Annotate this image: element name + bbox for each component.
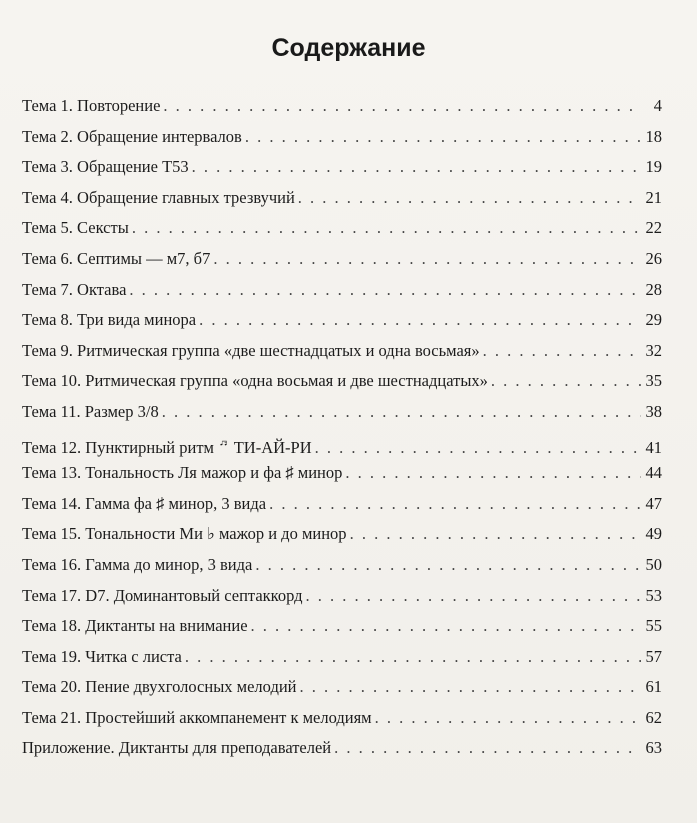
toc-entry-page-number: 47 [645,493,662,513]
toc-entry [22,494,662,525]
toc-entry-page-number: 29 [645,310,662,330]
toc-entry-page-number: 49 [645,524,662,544]
toc-entry [22,371,662,402]
dot-leader [185,647,641,667]
dot-leader [298,188,641,208]
dot-leader [199,310,641,330]
toc-entry [22,463,662,494]
toc-entry-label: Тема 21. Простейший аккомпанемент к мелодиям [22,707,372,727]
dot-leader [255,555,641,575]
toc-entry [22,586,662,617]
toc-entry-page-number: 32 [645,340,662,360]
toc-entry-label: Тема 3. Обращение Т53 [22,157,189,177]
toc-entry-label-suffix: ТИ-АЙ-РИ [233,437,312,457]
toc-entry-label: Тема 11. Размер 3/8 [22,401,159,421]
toc-entry [22,157,662,188]
dot-leader [315,438,641,458]
dot-leader [132,218,641,238]
dot-leader [375,708,641,728]
dot-leader [306,586,641,606]
toc-entry-page-number: 22 [645,218,662,238]
toc-entry [22,127,662,158]
toc-entry [22,310,662,341]
toc-entry-label: Тема 12. Пунктирный ритм [22,437,214,457]
toc-entry-page-number: 62 [645,707,662,727]
toc-entry [22,433,662,464]
toc-entry-label: Тема 15. Тональности Ми ♭ мажор и до минор [22,524,347,544]
toc-entry [22,647,662,678]
toc-entry-page-number: 21 [645,187,662,207]
toc-entry-label: Тема 19. Читка с листа [22,646,182,666]
dot-leader [251,616,641,636]
toc-entry [22,738,662,769]
toc-entry-label: Тема 10. Ритмическая группа «одна восьмая и две шестнадцатых» [22,371,488,391]
dot-leader [334,738,641,758]
dotted-rhythm-note-icon [220,433,228,453]
toc-entry-page-number: 26 [645,248,662,268]
toc-entry-page-number: 53 [645,585,662,605]
toc-entry-label: Тема 18. Диктанты на внимание [22,616,248,636]
toc-entry-page-number: 44 [645,463,662,483]
toc-entry-page-number: 61 [645,677,662,697]
toc-entry-page-number: 55 [645,616,662,636]
toc-entry [22,218,662,249]
toc-entry-label: Тема 14. Гамма фа ♯ минор, 3 вида [22,493,267,513]
toc-entry-page-number: 4 [653,96,662,115]
dot-leader [162,402,641,422]
toc-entry-label: Тема 5. Сексты [22,218,129,238]
toc-entry-page-number: 35 [645,371,662,391]
toc-entry-label: Тема 2. Обращение интервалов [22,126,242,146]
toc-entry-label: Тема 13. Тональность Ля мажор и фа ♯ минор [22,463,343,483]
toc-entry-page-number: 57 [645,646,662,666]
toc-entry [22,341,662,372]
toc-entry-label: Тема 8. Три вида минора [22,310,197,330]
toc-entry-label: Тема 1. Повторение [22,96,161,115]
toc-entry [22,677,662,708]
toc-entry-label: Тема 7. Октава [22,279,127,299]
toc-entry [22,280,662,311]
toc-entry-label: Приложение. Диктанты для преподавателей [22,738,332,758]
toc-entry-page-number: 50 [645,554,662,574]
toc-entry-page-number: 38 [645,401,662,421]
toc-entry-page-number: 19 [645,157,662,177]
page-title: Содержание [271,34,426,62]
toc-entry-page-number: 28 [645,279,662,299]
toc-entry-page-number: 18 [645,126,662,146]
toc-entry-label: Тема 9. Ритмическая группа «две шестнадцатых и одна восьмая» [22,340,480,360]
toc-entry [22,708,662,739]
toc-entry [22,616,662,647]
toc-entry-label: Тема 17. D7. Доминантовый септаккорд [22,585,303,605]
dot-leader [350,524,641,544]
toc-entry-label: Тема 6. Септимы — м7, б7 [22,248,211,268]
dot-leader [213,249,641,269]
dot-leader [483,341,641,361]
dot-leader [163,96,641,116]
dot-leader [345,463,641,483]
toc-entry-label: Тема 4. Обращение главных трезвучий [22,187,295,207]
toc-entry [22,188,662,219]
toc-entry [22,249,662,280]
dot-leader [129,280,641,300]
dot-leader [245,127,641,147]
toc-entry [22,555,662,586]
dot-leader [269,494,641,514]
dot-leader [192,157,641,177]
toc-entry-page-number: 41 [645,437,662,457]
toc-entry-label: Тема 16. Гамма до минор, 3 вида [22,554,253,574]
toc-entry-page-number: 63 [645,738,662,758]
toc-entry [22,524,662,555]
toc-entry [22,96,662,127]
table-of-contents [22,96,662,769]
dot-leader [300,677,642,697]
toc-entry-label: Тема 20. Пение двухголосных мелодий [22,677,297,697]
dot-leader [491,371,641,391]
toc-entry [22,402,662,433]
